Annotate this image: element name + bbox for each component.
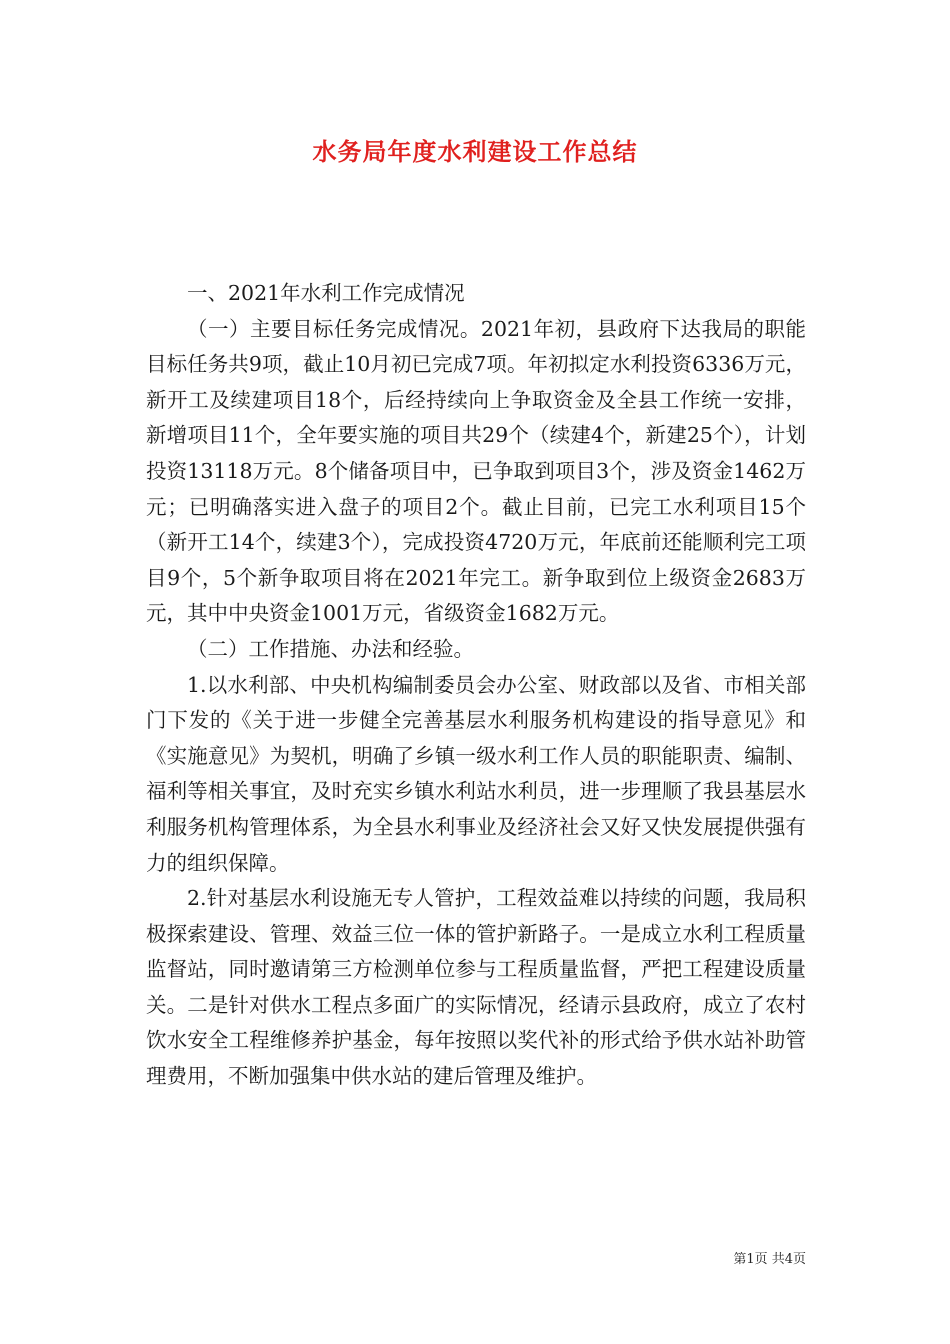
document-body [146,276,806,1095]
document-title: 水务局年度水利建设工作总结 [312,137,638,166]
section-heading: 一、2021年水利工作完成情况 [187,281,465,305]
page-number: 第1页 共4页 [733,1252,806,1267]
paragraph-measure-1: 1.以水利部、中央机构编制委员会办公室、财政部以及省、市相关部门下发的《关于进一步健全完善基层水利服务机构建设的指导意见》和《实施意见》为契机，明确了乡镇一级水利工作人员的职能职责、编制、福利等相关事宜，及时充实乡镇水利站水利员，进一步理顺了我县基层水利服务机构管理体系，为全县水利事业及经济社会又好又快发展提供强有力的组织保障。 [146,672,806,875]
subsection-heading: （二）工作措施、办法和经验。 [187,636,474,661]
paragraph-measure-2: 2.针对基层水利设施无专人管护，工程效益难以持续的问题，我局积极探索建设、管理、效益三位一体的管护新路子。一是成立水利工程质量监督站，同时邀请第三方检测单位参与工程质量监督，严把工程建设质量关。二是针对供水工程点多面广的实际情况，经请示县政府，成立了农村饮水安全工程维修养护基金，每年按照以奖代补的形式给予供水站补助管理费用，不断加强集中供水站的建后管理及维护。 [146,886,806,1089]
paragraph-main-targets: （一）主要目标任务完成情况。2021年初，县政府下达我局的职能目标任务共9项，截止10月初已完成7项。年初拟定水利投资6336万元，新开工及续建项目18个，后经持续向上争取资金及全县工作统一安排，新增项目11个，全年要实施的项目共29个（续建4个，新建25个），计划投资13118万元。8个储备项目中，已争取到项目3个，涉及资金1462万元；已明确落实进入盘子的项目2个。截止目前，已完工水利项目15个（新开工14个，续建3个），完成投资4720万元，年底前还能顺利完工项目9个，5个新争取项目将在2021年完工。新争取到位上级资金2683万元，其中中央资金1001万元，省级资金1682万元。 [146,316,806,626]
